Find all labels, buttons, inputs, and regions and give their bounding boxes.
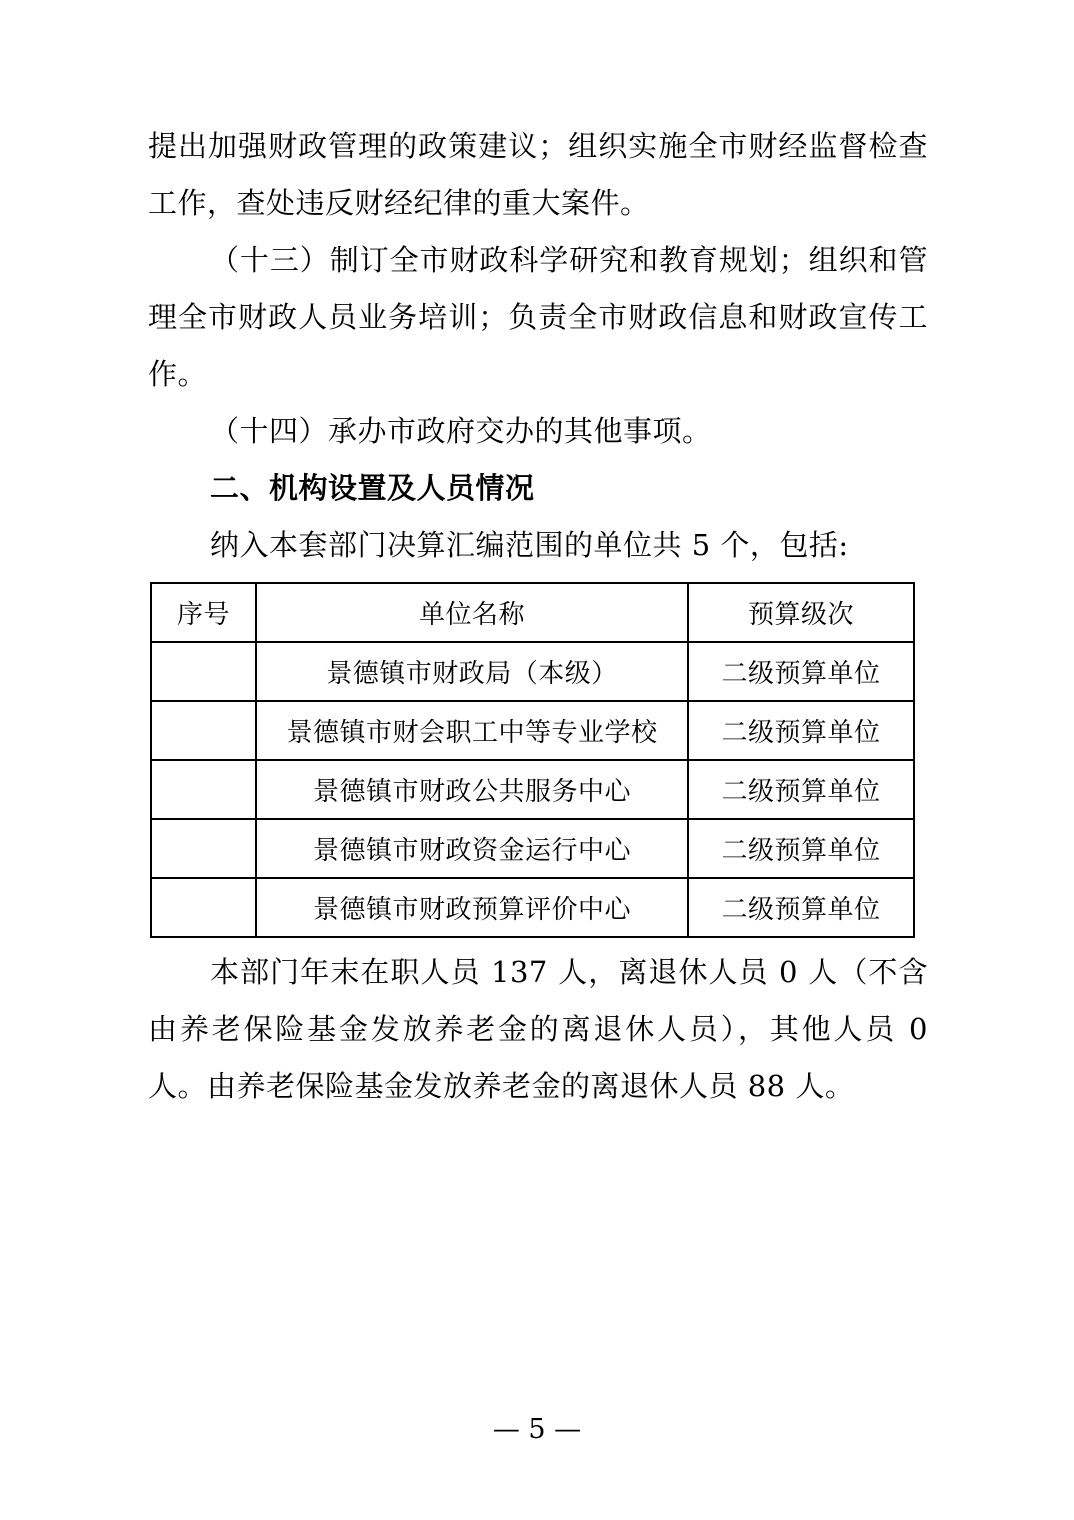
- table-cell-level: 二级预算单位: [688, 760, 914, 819]
- table-cell-no: [151, 878, 256, 937]
- table-cell-name: 景德镇市财政公共服务中心: [256, 760, 688, 819]
- page-number: — 5 —: [492, 1414, 582, 1445]
- table-cell-level: 二级预算单位: [688, 819, 914, 878]
- paragraph-item-14: （十四）承办市政府交办的其他事项。: [210, 414, 712, 448]
- table-cell-name: 景德镇市财会职工中等专业学校: [256, 701, 688, 760]
- table-row: [151, 760, 914, 819]
- table-cell-no: [151, 701, 256, 760]
- table-cell-name: 景德镇市财政预算评价中心: [256, 878, 688, 937]
- table-cell-level: 二级预算单位: [688, 878, 914, 937]
- table-intro-text: 纳入本套部门决算汇编范围的单位共 5 个，包括:: [210, 528, 849, 562]
- table-header-no: 序号: [151, 583, 256, 642]
- section-heading-organization: 二、机构设置及人员情况: [210, 471, 535, 505]
- table-cell-level: 二级预算单位: [688, 701, 914, 760]
- table-cell-no: [151, 760, 256, 819]
- table-header-level: 预算级次: [688, 583, 914, 642]
- paragraph-continued: 提出加强财政管理的政策建议；组织实施全市财经监督检查工作，查处违反财经纪律的重大案件。: [148, 129, 928, 220]
- paragraph-item-13: （十三）制订全市财政科学研究和教育规划；组织和管理全市财政人员业务培训；负责全市财政信息和财政宣传工作。: [148, 243, 928, 391]
- table-row: [151, 642, 914, 701]
- table-cell-level: 二级预算单位: [688, 642, 914, 701]
- table-row: [151, 878, 914, 937]
- paragraph-personnel: 本部门年末在职人员 137 人，离退休人员 0 人（不含由养老保险基金发放养老金的离退休人员），其他人员 0 人。由养老保险基金发放养老金的离退休人员 88 人。: [148, 955, 928, 1103]
- table-header-row: [151, 583, 914, 642]
- table-header-name: 单位名称: [256, 583, 688, 642]
- table-cell-no: [151, 819, 256, 878]
- table-row: [151, 701, 914, 760]
- table-cell-name: 景德镇市财政资金运行中心: [256, 819, 688, 878]
- table-cell-no: [151, 642, 256, 701]
- table-cell-name: 景德镇市财政局（本级）: [256, 642, 688, 701]
- page-content: [148, 118, 928, 1115]
- table-row: [151, 819, 914, 878]
- units-table: [150, 582, 915, 938]
